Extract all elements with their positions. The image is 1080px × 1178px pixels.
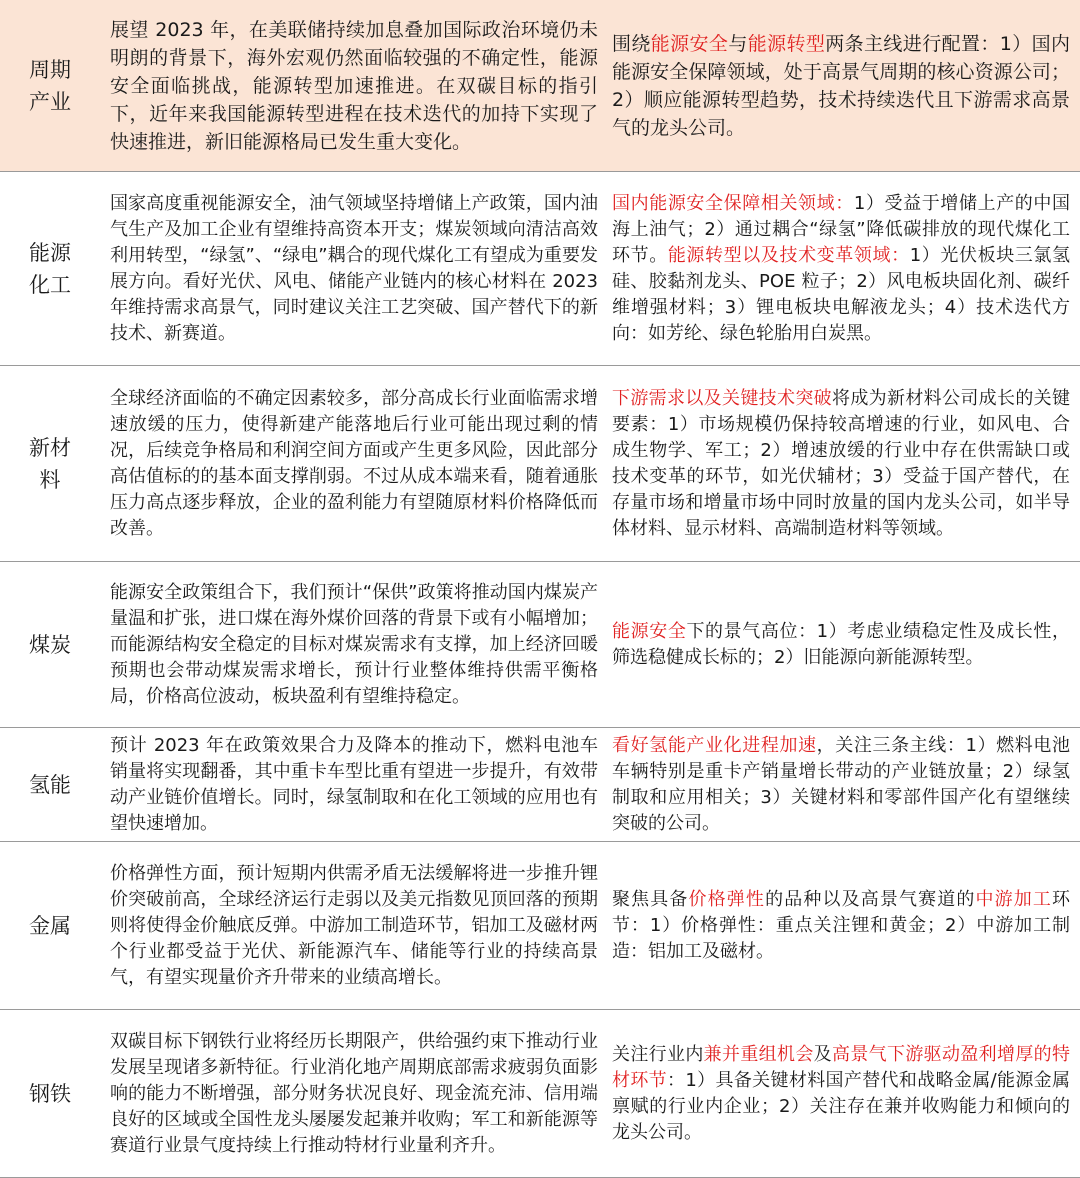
highlight-text: 兼并重组机会 bbox=[703, 1043, 814, 1065]
highlight-text: 能源转型 bbox=[747, 32, 826, 55]
industry-name: 金属 bbox=[29, 913, 71, 938]
table-row bbox=[0, 1010, 1080, 1178]
view-text: 将成为新材料公司成长的关键要素：1）市场规模仍保持较高增速的行业，如风电、合成生物学、军工；2）增速放缓的行业中存在供需缺口或技术变革的环节，如光伏辅材；3）受益于国产替代，在存量市场和增量市场中同时放量的国内龙头公司，如半导体材料、显示材料、高端制造材料等领域。 bbox=[612, 387, 1070, 539]
industry-name-cell bbox=[0, 366, 100, 561]
industry-name: 氢能 bbox=[29, 772, 71, 797]
outlook-description: 展望 2023 年，在美联储持续加息叠加国际政治环境仍未明朗的背景下，海外宏观仍然面临较强的不确定性，能源安全面临挑战，能源转型加速推进。在双碳目标的指引下，近年来我国能源转型进程在技术迭代的加持下实现了快速推进，新旧能源格局已发生重大变化。 bbox=[110, 18, 598, 153]
industry-name: 新材料 bbox=[29, 435, 71, 492]
allocation-view bbox=[612, 619, 1070, 671]
outlook-description: 能源安全政策组合下，我们预计“保供”政策将推动国内煤炭产量温和扩张，进口煤在海外煤价回落的背景下或有小幅增加；而能源结构安全稳定的目标对煤炭需求有支撑，加上经济回暖预期也会带动煤炭需求增长，预计行业整体维持供需平衡格局，价格高位波动，板块盈利有望维持稳定。 bbox=[110, 581, 598, 707]
view-text: 环节：1）价格弹性：重点关注锂和黄金；2）中游加工制造：铝加工及磁材。 bbox=[612, 888, 1071, 962]
outlook-description: 价格弹性方面，预计短期内供需矛盾无法缓解将进一步推升锂价突破前高，全球经济运行走弱以及美元指数见顶回落的预期则将使得金价触底反弹。中游加工制造环节，铝加工及磁材两个行业都受益于光伏、新能源汽车、储能等行业的持续高景气，有望实现量价齐升带来的业绩高增长。 bbox=[110, 862, 598, 988]
industry-name-cell bbox=[0, 842, 100, 1009]
view-text: 及 bbox=[813, 1043, 833, 1065]
industry-name-cell bbox=[0, 0, 100, 171]
view-text: 关注行业内 bbox=[612, 1043, 704, 1065]
industry-name: 周期产业 bbox=[29, 57, 71, 114]
allocation-view bbox=[612, 733, 1070, 837]
allocation-view-cell bbox=[612, 842, 1070, 1009]
allocation-view-cell bbox=[612, 728, 1070, 841]
table-row bbox=[0, 842, 1080, 1010]
industry-name: 钢铁 bbox=[29, 1081, 71, 1106]
table-row bbox=[0, 172, 1080, 366]
highlight-text: 中游加工 bbox=[975, 888, 1053, 910]
highlight-text: 能源安全 bbox=[650, 32, 729, 55]
outlook-description-cell bbox=[110, 728, 598, 841]
view-text: ：1）具备关键材料国产替代和战略金属/能源金属禀赋的行业内企业；2）关注存在兼并收购能力和倾向的龙头公司。 bbox=[612, 1069, 1071, 1143]
highlight-text: 价格弹性 bbox=[688, 888, 766, 910]
outlook-description-cell bbox=[110, 0, 598, 171]
highlight-text: 国内能源安全保障相关领域： bbox=[612, 192, 854, 214]
view-text: 围绕 bbox=[612, 32, 651, 55]
table-row bbox=[0, 0, 1080, 172]
outlook-description: 全球经济面临的不确定因素较多，部分高成长行业面临需求增速放缓的压力，使得新建产能落地后行业可能出现过剩的情况，后续竞争格局和利润空间方面或产生更多风险，因此部分高估值标的的基本面支撑削弱。不过从成本端来看，随着通胀压力高点逐步释放，企业的盈利能力有望随原材料价格降低而改善。 bbox=[110, 387, 598, 539]
highlight-text: 能源安全 bbox=[612, 620, 687, 642]
allocation-view-cell bbox=[612, 562, 1070, 727]
industry-name-cell bbox=[0, 172, 100, 365]
highlight-text: 下游需求以及关键技术突破 bbox=[612, 387, 832, 409]
highlight-text: 能源转型以及技术变革领域： bbox=[667, 244, 910, 266]
outlook-description-cell bbox=[110, 1010, 598, 1177]
table-row bbox=[0, 562, 1080, 728]
highlight-text: 高景气下游驱动盈利增厚的特材环节 bbox=[612, 1043, 1071, 1091]
outlook-description: 双碳目标下钢铁行业将经历长期限产，供给强约束下推动行业发展呈现诸多新特征。行业消化地产周期底部需求疲弱负面影响的能力不断增强，部分财务状况良好、现金流充沛、信用端良好的区域或全国性龙头屡屡发起兼并收购；军工和新能源等赛道行业景气度持续上行推动特材行业量利齐升。 bbox=[110, 1030, 598, 1156]
industry-name: 能源化工 bbox=[29, 240, 71, 297]
industry-name: 煤炭 bbox=[29, 632, 71, 657]
allocation-view-cell bbox=[612, 172, 1070, 365]
allocation-view bbox=[612, 30, 1070, 142]
outlook-description-cell bbox=[110, 562, 598, 727]
allocation-view bbox=[612, 887, 1070, 965]
outlook-description: 国家高度重视能源安全，油气领域坚持增储上产政策，国内油气生产及加工企业有望维持高资本开支；煤炭领域向清洁高效利用转型，“绿氢”、“绿电”耦合的现代煤化工有望成为重要发展方向。看好光伏、风电、储能产业链内的核心材料在 2023 年维持需求高景气，同时建议关注工艺突破、国产替代下的新技术、新赛道。 bbox=[110, 192, 598, 344]
view-text: 1）光伏板块三氯氢硅、胶黏剂龙头、POE 粒子；2）风电板块固化剂、碳纤维增强材料；3）锂电板块电解液龙头；4）技术迭代方向：如芳纶、绿色轮胎用白炭黑。 bbox=[612, 244, 1071, 344]
view-text: 下的景气高位：1）考虑业绩稳定性及成长性，筛选稳健成长标的；2）旧能源向新能源转型。 bbox=[612, 620, 1071, 668]
outlook-description: 预计 2023 年在政策效果合力及降本的推动下，燃料电池车销量将实现翻番，其中重卡车型比重有望进一步提升，有效带动产业链价值增长。同时，绿氢制取和在化工领域的应用也有望快速增加。 bbox=[110, 734, 598, 834]
outlook-description-cell bbox=[110, 172, 598, 365]
outlook-description-cell bbox=[110, 366, 598, 561]
outlook-description-cell bbox=[110, 842, 598, 1009]
table-row bbox=[0, 728, 1080, 842]
view-text: 与 bbox=[728, 32, 748, 55]
industry-name-cell bbox=[0, 562, 100, 727]
industry-name-cell bbox=[0, 728, 100, 841]
allocation-view bbox=[612, 386, 1070, 542]
view-text: ，关注三条主线：1）燃料电池车辆特别是重卡产销量增长带动的产业链放量；2）绿氢制取和应用相关；3）关键材料和零部件国产化有望继续突破的公司。 bbox=[612, 734, 1071, 834]
allocation-view bbox=[612, 191, 1070, 347]
view-text: 两条主线进行配置：1）国内能源安全保障领域，处于高景气周期的核心资源公司；2）顺应能源转型趋势，技术持续迭代且下游需求高景气的龙头公司。 bbox=[612, 32, 1070, 139]
industry-name-cell bbox=[0, 1010, 100, 1177]
table-row bbox=[0, 366, 1080, 562]
view-text: 1）受益于增储上产的中国海上油气；2）通过耦合“绿氢”降低碳排放的现代煤化工环节。 bbox=[612, 192, 1071, 266]
view-text: 聚焦具备 bbox=[612, 888, 689, 910]
allocation-view bbox=[612, 1042, 1070, 1146]
allocation-view-cell bbox=[612, 366, 1070, 561]
highlight-text: 看好氢能产业化进程加速 bbox=[612, 734, 817, 756]
allocation-view-cell bbox=[612, 0, 1070, 171]
view-text: 的品种以及高景气赛道的 bbox=[765, 888, 976, 910]
allocation-view-cell bbox=[612, 1010, 1070, 1177]
